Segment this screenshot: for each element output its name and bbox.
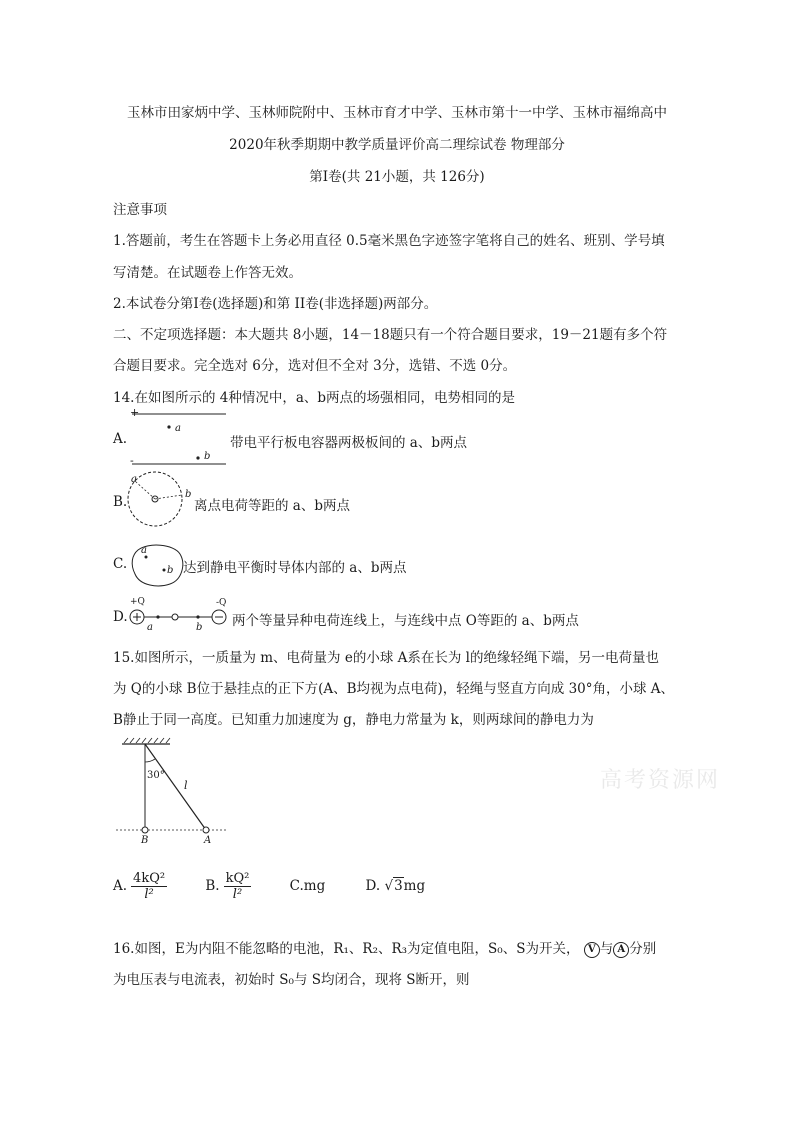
ball-a-label: A bbox=[204, 835, 212, 846]
q15-stem-line-3: B静止于同一高度。已知重力加速度为 g，静电力常量为 k，则两球间的静电力为 bbox=[113, 712, 594, 728]
string bbox=[145, 744, 206, 830]
q16-stem-line-1 bbox=[113, 937, 656, 958]
section-instructions-line-1: 二、不定项选择题：本大题共 8小题，14－18题只有一个符合题目要求，19－21题有多个符 bbox=[113, 327, 668, 343]
notes-heading: 注意事项 bbox=[113, 202, 167, 218]
dipole-line-diagram bbox=[128, 606, 232, 628]
option-d-label: D. bbox=[365, 878, 381, 894]
q14-option-a-text: 带电平行板电容器两极板间的 a、b两点 bbox=[230, 435, 467, 451]
voltmeter-icon: V bbox=[584, 942, 600, 958]
radius-to-a bbox=[136, 482, 155, 499]
plus-sign: + bbox=[130, 406, 140, 419]
sqrt-symbol: √ bbox=[384, 878, 394, 894]
label-a: a bbox=[147, 622, 153, 633]
ball-b bbox=[142, 827, 148, 833]
school-list: 玉林市田家炳中学、玉林师院附中、玉林市育才中学、玉林市第十一中学、玉林市福绵高中 bbox=[127, 105, 667, 121]
and-text: 与 bbox=[599, 941, 614, 957]
midpoint-o bbox=[172, 614, 178, 620]
label-b: b bbox=[167, 565, 174, 576]
q14-option-b-label: B. bbox=[113, 494, 128, 510]
angle-arc bbox=[145, 759, 155, 762]
minus-sign: - bbox=[130, 454, 134, 467]
option-b-denominator: l² bbox=[232, 887, 243, 902]
conductor-blob-diagram bbox=[130, 542, 186, 588]
label-a: a bbox=[141, 545, 147, 556]
note-item-1-line-2: 写清楚。在试题卷上作答无效。 bbox=[113, 265, 302, 281]
label-b: b bbox=[185, 489, 192, 500]
q14-stem: 14.在如图所示的 4种情况中，a、b两点的场强相同，电势相同的是 bbox=[113, 390, 516, 406]
ball-a bbox=[203, 827, 209, 833]
point-b bbox=[196, 456, 199, 459]
option-d-unit: mg bbox=[403, 878, 426, 894]
q15-option-c: C.mg bbox=[289, 878, 326, 894]
option-a-fraction bbox=[131, 871, 167, 902]
q16-stem-line-2: 为电压表与电流表，初始时 S₀与 S均闭合，现将 S断开，则 bbox=[113, 972, 470, 988]
exam-title: 2020年秋季期期中教学质量评价高二理综试卷 物理部分 bbox=[229, 137, 565, 153]
pendulum-diagram bbox=[114, 738, 234, 850]
option-b-label: B. bbox=[205, 878, 220, 894]
q14-option-c-text: 达到静电平衡时导体内部的 a、b两点 bbox=[183, 560, 407, 576]
option-a-label: A. bbox=[113, 878, 128, 894]
point-a bbox=[156, 615, 159, 618]
q16-stem-tail: 分别 bbox=[629, 941, 657, 957]
point-a bbox=[167, 425, 170, 428]
q15-options bbox=[113, 866, 425, 906]
option-d-radicand: 3 bbox=[394, 878, 403, 894]
ball-b-label: B bbox=[141, 835, 149, 846]
q16-stem-text: 16.如图，E为内阻不能忽略的电池，R₁、R₂、R₃为定值电阻，S₀、S为开关， bbox=[113, 941, 580, 957]
q15-option-d bbox=[366, 878, 426, 894]
parallel-plate-capacitor-diagram bbox=[126, 408, 236, 470]
q14-option-b-text: 离点电荷等距的 a、b两点 bbox=[194, 498, 350, 514]
option-b-fraction bbox=[224, 871, 252, 902]
point-b bbox=[163, 569, 166, 572]
q14-option-d-label: D. bbox=[113, 609, 128, 625]
q14-option-d-text: 两个等量异种电荷连线上，与连线中点 O等距的 a、b两点 bbox=[232, 613, 579, 629]
note-item-2: 2.本试卷分第Ⅰ卷(选择题)和第 II卷(非选择题)两部分。 bbox=[113, 296, 438, 312]
length-label: l bbox=[184, 779, 188, 792]
negative-charge-label: -Q bbox=[216, 598, 227, 608]
volume-heading: 第Ⅰ卷(共 21小题，共 126分) bbox=[309, 169, 485, 185]
label-a: a bbox=[131, 474, 137, 485]
ceiling-hatch bbox=[124, 738, 170, 743]
ammeter-icon: A bbox=[613, 942, 629, 958]
q15-option-b bbox=[205, 871, 259, 902]
label-a: a bbox=[175, 423, 181, 434]
angle-label: 30° bbox=[147, 770, 165, 781]
option-a-denominator: l² bbox=[144, 887, 154, 902]
note-item-1-line-1: 1.答题前，考生在答题卡上务必用直径 0.5毫米黑色字迹签字笔将自己的姓名、班别、学号填 bbox=[113, 233, 665, 249]
option-a-numerator: 4kQ² bbox=[133, 871, 166, 886]
q15-option-a bbox=[113, 871, 175, 902]
positive-charge-label: +Q bbox=[130, 597, 145, 607]
q15-stem-line-1: 15.如图所示，一质量为 m、电荷量为 e的小球 A系在长为 l的绝缘轻绳下端，另一电荷量也 bbox=[113, 650, 659, 666]
point-b bbox=[196, 615, 199, 618]
option-b-numerator: kQ² bbox=[225, 871, 250, 886]
label-b: b bbox=[196, 622, 203, 633]
q14-option-a-label: A. bbox=[113, 431, 128, 447]
q14-option-c-label: C. bbox=[113, 556, 128, 572]
section-instructions-line-2: 合题目要求。完全选对 6分，选对但不全对 3分，选错、不选 0分。 bbox=[113, 358, 517, 374]
radius-to-b bbox=[155, 495, 182, 499]
conductor-outline bbox=[132, 545, 183, 586]
watermark: 高考资源网 bbox=[600, 768, 721, 793]
label-b: b bbox=[204, 451, 211, 462]
q15-stem-line-2: 为 Q的小球 B位于悬挂点的正下方(A、B均视为点电荷)，轻绳与竖直方向成 30°角，小球 A、 bbox=[113, 681, 675, 697]
